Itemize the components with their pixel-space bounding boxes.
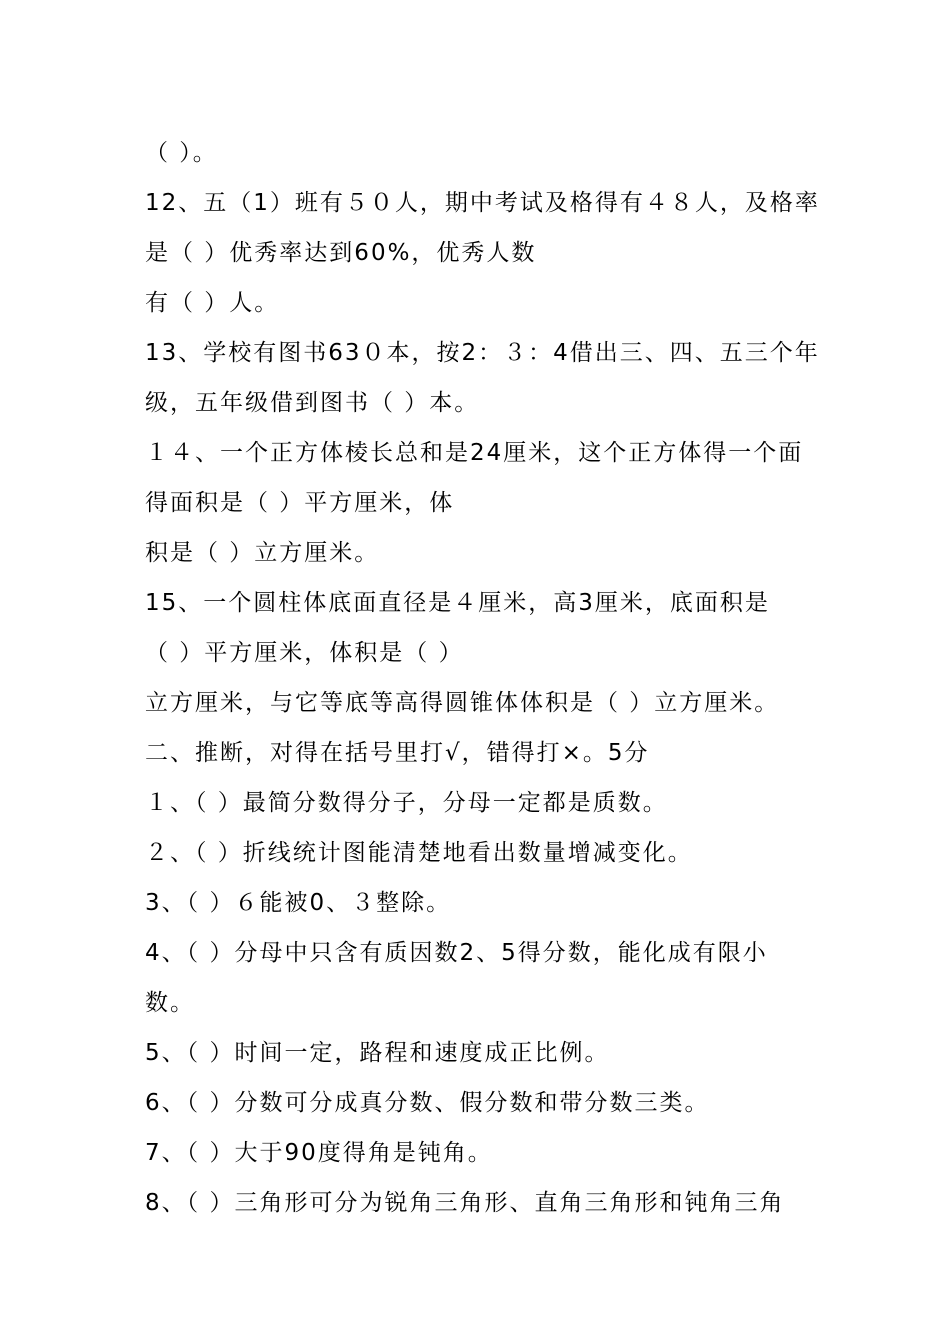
text-line: 级，五年级借到图书（ ）本。	[145, 390, 480, 416]
text-line: 得面积是（ ）平方厘米，体	[145, 490, 455, 516]
text-line: 15、一个圆柱体底面直径是４厘米，高3厘米，底面积是	[145, 590, 770, 616]
text-line: 7、（ ）大于90度得角是钝角。	[145, 1140, 493, 1166]
text-line: １４、一个正方体棱长总和是24厘米，这个正方体得一个面	[145, 440, 804, 466]
text-line: １、（ ）最简分数得分子，分母一定都是质数。	[145, 790, 668, 816]
text-line: （ ）平方厘米，体积是（ ）	[145, 640, 464, 666]
text-line: 8、（ ）三角形可分为锐角三角形、直角三角形和钝角三角	[145, 1190, 785, 1216]
text-line: 是（ ）优秀率达到60%，优秀人数	[145, 240, 537, 266]
text-line: 数。	[145, 990, 195, 1016]
document-body	[145, 128, 825, 1228]
text-line: 积是（ ）立方厘米。	[145, 540, 380, 566]
text-line: （ ）。	[145, 140, 218, 166]
text-line: 12、五（1）班有５０人，期中考试及格得有４８人，及格率	[145, 190, 820, 216]
text-line: 立方厘米，与它等底等高得圆锥体体积是（ ）立方厘米。	[145, 690, 780, 716]
section-heading: 二、推断，对得在括号里打√，错得打×。5分	[145, 740, 650, 766]
text-line: 有（ ）人。	[145, 290, 280, 316]
text-line: 6、（ ）分数可分成真分数、假分数和带分数三类。	[145, 1090, 710, 1116]
text-line: 13、学校有图书63０本，按2：３：4借出三、四、五三个年	[145, 340, 820, 366]
text-line: ２、（ ）折线统计图能清楚地看出数量增减变化。	[145, 840, 693, 866]
text-line: 3、（ ）６能被0、３整除。	[145, 890, 452, 916]
text-line: 5、（ ）时间一定，路程和速度成正比例。	[145, 1040, 610, 1066]
text-line: 4、（ ）分母中只含有质因数2、5得分数，能化成有限小	[145, 940, 768, 966]
